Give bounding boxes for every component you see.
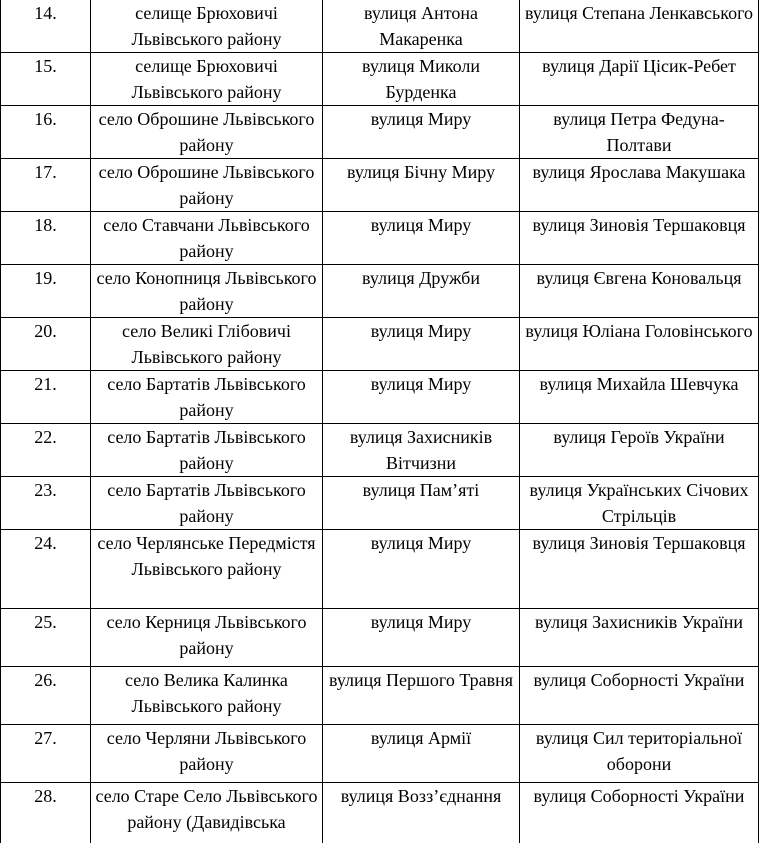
new-street-name-cell: вулиця Захисників України	[520, 609, 759, 667]
old-street-name-cell: вулиця Дружби	[323, 265, 520, 318]
new-street-name-cell: вулиця Юліана Головінського	[520, 318, 759, 371]
settlement-name-cell: село Керниця Львівського району	[91, 609, 323, 667]
table-row	[1, 371, 759, 424]
table-row	[1, 265, 759, 318]
table-body	[1, 0, 759, 843]
new-street-name-cell: вулиця Соборності України	[520, 667, 759, 725]
old-street-name-cell: вулиця Пам’яті	[323, 477, 520, 530]
old-street-name-cell: вулиця Армії	[323, 725, 520, 783]
settlement-name-cell: село Бартатів Львівського району	[91, 477, 323, 530]
new-street-name-cell: вулиця Степана Ленкавського	[520, 0, 759, 53]
row-number-cell: 14.	[1, 0, 91, 53]
row-number-cell: 28.	[1, 783, 91, 843]
table-row	[1, 725, 759, 783]
settlement-name-cell: село Ставчани Львівського району	[91, 212, 323, 265]
new-street-name-cell: вулиця Євгена Коновальця	[520, 265, 759, 318]
old-street-name-cell: вулиця Миру	[323, 609, 520, 667]
old-street-name-cell: вулиця Миру	[323, 106, 520, 159]
row-number-cell: 25.	[1, 609, 91, 667]
settlement-name-cell: село Конопниця Львівського району	[91, 265, 323, 318]
row-number-cell: 15.	[1, 53, 91, 106]
row-number-cell: 20.	[1, 318, 91, 371]
old-street-name-cell: вулиця Захисників Вітчизни	[323, 424, 520, 477]
row-number-cell: 16.	[1, 106, 91, 159]
settlement-name-cell: селище Брюховичі Львівського району	[91, 0, 323, 53]
old-street-name-cell: вулиця Возз’єднання	[323, 783, 520, 843]
table-row	[1, 530, 759, 609]
new-street-name-cell: вулиця Сил територіальної оборони	[520, 725, 759, 783]
row-number-cell: 21.	[1, 371, 91, 424]
table-row	[1, 106, 759, 159]
settlement-name-cell: село Старе Село Львівського району (Давидівська	[91, 783, 323, 843]
table-row	[1, 0, 759, 53]
settlement-name-cell: село Черлянське Передмістя Львівського району	[91, 530, 323, 609]
table-row	[1, 424, 759, 477]
new-street-name-cell: вулиця Дарії Цісик-Ребет	[520, 53, 759, 106]
table-row	[1, 318, 759, 371]
row-number-cell: 27.	[1, 725, 91, 783]
new-street-name-cell: вулиця Ярослава Макушака	[520, 159, 759, 212]
new-street-name-cell: вулиця Соборності України	[520, 783, 759, 843]
new-street-name-cell: вулиця Героїв України	[520, 424, 759, 477]
new-street-name-cell: вулиця Михайла Шевчука	[520, 371, 759, 424]
settlement-name-cell: село Бартатів Львівського району	[91, 371, 323, 424]
table-row	[1, 159, 759, 212]
old-street-name-cell: вулиця Миру	[323, 318, 520, 371]
old-street-name-cell: вулиця Миру	[323, 530, 520, 609]
row-number-cell: 24.	[1, 530, 91, 609]
old-street-name-cell: вулиця Бічну Миру	[323, 159, 520, 212]
old-street-name-cell: вулиця Миру	[323, 371, 520, 424]
row-number-cell: 17.	[1, 159, 91, 212]
settlement-name-cell: село Черляни Львівського району	[91, 725, 323, 783]
table-row	[1, 477, 759, 530]
table-row	[1, 667, 759, 725]
table-row	[1, 609, 759, 667]
row-number-cell: 22.	[1, 424, 91, 477]
table-row	[1, 783, 759, 843]
row-number-cell: 19.	[1, 265, 91, 318]
settlement-name-cell: село Велика Калинка Львівського району	[91, 667, 323, 725]
new-street-name-cell: вулиця Українських Січових Стрільців	[520, 477, 759, 530]
old-street-name-cell: вулиця Антона Макаренка	[323, 0, 520, 53]
row-number-cell: 18.	[1, 212, 91, 265]
new-street-name-cell: вулиця Зиновія Тершаковця	[520, 212, 759, 265]
old-street-name-cell: вулиця Миколи Бурденка	[323, 53, 520, 106]
settlement-name-cell: село Великі Глібовичі Львівського району	[91, 318, 323, 371]
row-number-cell: 23.	[1, 477, 91, 530]
table-row	[1, 53, 759, 106]
table-row	[1, 212, 759, 265]
settlement-name-cell: село Оброшине Львівського району	[91, 106, 323, 159]
new-street-name-cell: вулиця Петра Федуна-Полтави	[520, 106, 759, 159]
settlement-name-cell: село Бартатів Львівського району	[91, 424, 323, 477]
settlement-name-cell: селище Брюховичі Львівського району	[91, 53, 323, 106]
settlement-name-cell: село Оброшине Львівського району	[91, 159, 323, 212]
new-street-name-cell: вулиця Зиновія Тершаковця	[520, 530, 759, 609]
old-street-name-cell: вулиця Першого Травня	[323, 667, 520, 725]
old-street-name-cell: вулиця Миру	[323, 212, 520, 265]
row-number-cell: 26.	[1, 667, 91, 725]
